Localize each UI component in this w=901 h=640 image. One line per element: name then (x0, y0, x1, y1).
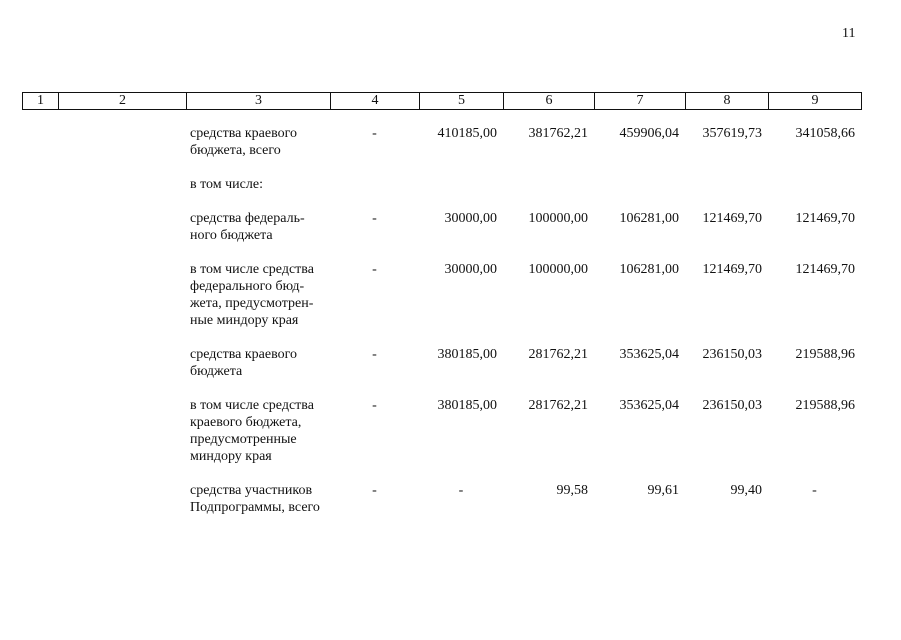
cell-col-7 (594, 173, 685, 207)
cell-col-9: - (812, 483, 817, 498)
table-row (22, 479, 861, 516)
cell-col-5 (419, 173, 503, 207)
row-label: средства федераль- ного бюджета (190, 211, 305, 243)
table-row (22, 173, 861, 207)
column-number-header (22, 92, 862, 110)
cell-col-4: - (372, 262, 377, 277)
row-label: средства краевого бюджета, всего (190, 126, 297, 158)
cell-col-5: 410185,00 (437, 126, 497, 141)
cell-col-8: 99,40 (730, 483, 762, 498)
table-row (22, 394, 861, 479)
cell-col-5: 380185,00 (437, 347, 497, 362)
funding-table (22, 122, 861, 516)
cell-col-7: 353625,04 (619, 398, 679, 413)
cell-col-9 (768, 173, 861, 207)
cell-col-7: 353625,04 (619, 347, 679, 362)
cell-col-6: 99,58 (556, 483, 588, 498)
cell-col-7: 459906,04 (619, 126, 679, 141)
cell-col-6: 281762,21 (528, 398, 588, 413)
table-row (22, 343, 861, 394)
cell-col-7: 106281,00 (619, 211, 679, 226)
cell-col-9: 121469,70 (795, 262, 855, 277)
table-row (22, 207, 861, 258)
cell-col-8: 357619,73 (702, 126, 762, 141)
cell-col-4: - (372, 211, 377, 226)
cell-col-5: 380185,00 (437, 398, 497, 413)
cell-col-4 (330, 173, 419, 207)
cell-col-4: - (372, 398, 377, 413)
row-label: средства краевого бюджета (190, 347, 297, 379)
cell-col-6 (503, 173, 594, 207)
header-col-1: 1 (23, 93, 59, 110)
cell-col-7: 106281,00 (619, 262, 679, 277)
cell-col-9: 341058,66 (795, 126, 855, 141)
header-col-3: 3 (187, 93, 331, 110)
cell-col-4: - (372, 126, 377, 141)
cell-col-4: - (372, 483, 377, 498)
cell-col-9: 219588,96 (795, 398, 855, 413)
cell-col-5: - (458, 483, 464, 498)
cell-col-8 (685, 173, 768, 207)
cell-col-8: 121469,70 (702, 211, 762, 226)
cell-col-8: 236150,03 (702, 347, 762, 362)
cell-col-6: 281762,21 (528, 347, 588, 362)
cell-col-9: 219588,96 (795, 347, 855, 362)
table-row (22, 122, 861, 173)
cell-col-8: 236150,03 (702, 398, 762, 413)
cell-col-6: 100000,00 (528, 211, 588, 226)
cell-col-6: 381762,21 (528, 126, 588, 141)
header-col-6: 6 (504, 93, 595, 110)
header-col-2: 2 (59, 93, 187, 110)
row-label: в том числе: (190, 177, 263, 192)
page-number: 11 (842, 26, 856, 41)
cell-col-5: 30000,00 (444, 262, 497, 277)
row-label: в том числе средства краевого бюджета, предусмотренные миндору края (190, 398, 314, 464)
row-label: в том числе средства федерального бюд- жета, предусмотрен- ные миндору края (190, 262, 314, 328)
cell-col-8: 121469,70 (702, 262, 762, 277)
table-row (22, 258, 861, 343)
header-col-9: 9 (769, 93, 862, 110)
row-label: средства участников Подпрограммы, всего (190, 483, 320, 515)
header-col-4: 4 (331, 93, 420, 110)
cell-col-4: - (372, 347, 377, 362)
header-col-8: 8 (686, 93, 769, 110)
cell-col-9: 121469,70 (795, 211, 855, 226)
header-col-7: 7 (595, 93, 686, 110)
cell-col-5: 30000,00 (444, 211, 497, 226)
cell-col-6: 100000,00 (528, 262, 588, 277)
header-col-5: 5 (420, 93, 504, 110)
cell-col-7: 99,61 (647, 483, 679, 498)
